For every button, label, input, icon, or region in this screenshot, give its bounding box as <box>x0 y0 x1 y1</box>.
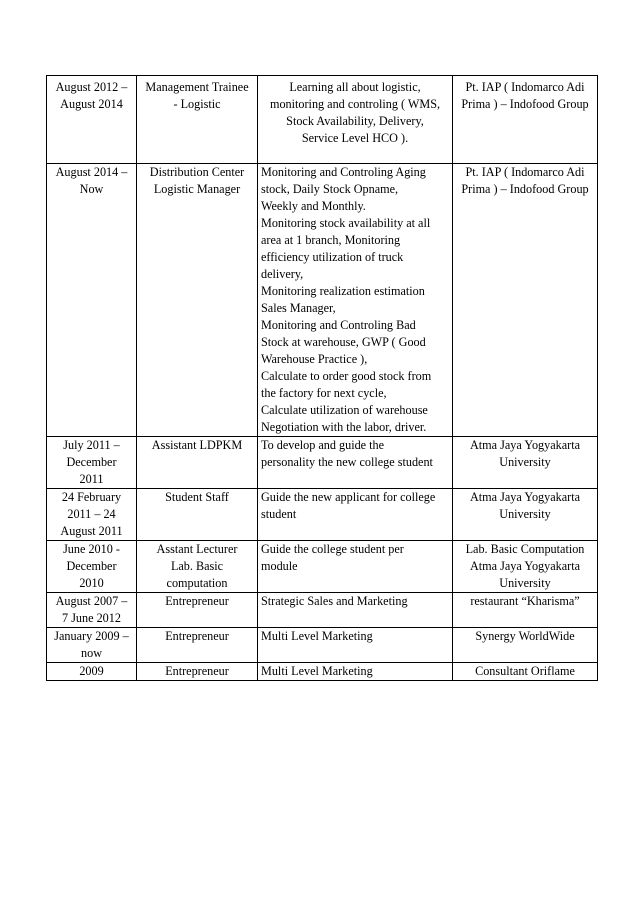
experience-table <box>46 75 598 681</box>
description-cell: Multi Level Marketing <box>258 663 453 681</box>
description-cell: Guide the college student per module <box>258 541 453 593</box>
description-cell: Monitoring and Controling Aging stock, Daily Stock Opname, Weekly and Monthly. Monitoring stock availability at all area at 1 branch, Monitoring efficiency utilization of truck delivery, Monitoring realization estimation Sales Manager, Monitoring and Controling Bad Stock at warehouse, GWP ( Good Warehouse Practice ), Calculate to order good stock from the factory for next cycle, Calculate utilization of warehouse Negotiation with the labor, driver. <box>258 164 453 437</box>
organization-cell: Atma Jaya Yogyakarta University <box>453 489 598 541</box>
table-row <box>47 489 598 541</box>
position-cell: Student Staff <box>137 489 258 541</box>
date-cell: June 2010 - December 2010 <box>47 541 137 593</box>
description-cell: Strategic Sales and Marketing <box>258 593 453 628</box>
date-cell: 2009 <box>47 663 137 681</box>
position-cell: Assistant LDPKM <box>137 437 258 489</box>
date-cell: 24 February 2011 – 24 August 2011 <box>47 489 137 541</box>
date-cell: August 2007 – 7 June 2012 <box>47 593 137 628</box>
date-cell: August 2012 – August 2014 <box>47 76 137 164</box>
table-row <box>47 663 598 681</box>
position-cell: Distribution Center Logistic Manager <box>137 164 258 437</box>
description-cell: To develop and guide the personality the new college student <box>258 437 453 489</box>
table-row <box>47 76 598 164</box>
position-cell: Asstant Lecturer Lab. Basic computation <box>137 541 258 593</box>
position-cell: Entrepreneur <box>137 663 258 681</box>
date-cell: August 2014 – Now <box>47 164 137 437</box>
organization-cell: Synergy WorldWide <box>453 628 598 663</box>
organization-cell: Atma Jaya Yogyakarta University <box>453 437 598 489</box>
table-row <box>47 437 598 489</box>
organization-cell: Lab. Basic Computation Atma Jaya Yogyakarta University <box>453 541 598 593</box>
organization-cell: Pt. IAP ( Indomarco Adi Prima ) – Indofood Group <box>453 164 598 437</box>
position-cell: Management Trainee - Logistic <box>137 76 258 164</box>
table-row <box>47 593 598 628</box>
date-cell: January 2009 – now <box>47 628 137 663</box>
description-cell: Learning all about logistic, monitoring and controling ( WMS, Stock Availability, Delivery, Service Level HCO ). <box>258 76 453 164</box>
description-cell: Guide the new applicant for college student <box>258 489 453 541</box>
position-cell: Entrepreneur <box>137 593 258 628</box>
date-cell: July 2011 – December 2011 <box>47 437 137 489</box>
table-row <box>47 164 598 437</box>
organization-cell: restaurant “Kharisma” <box>453 593 598 628</box>
table-row <box>47 541 598 593</box>
position-cell: Entrepreneur <box>137 628 258 663</box>
description-cell: Multi Level Marketing <box>258 628 453 663</box>
organization-cell: Consultant Oriflame <box>453 663 598 681</box>
table-row <box>47 628 598 663</box>
organization-cell: Pt. IAP ( Indomarco Adi Prima ) – Indofood Group <box>453 76 598 164</box>
